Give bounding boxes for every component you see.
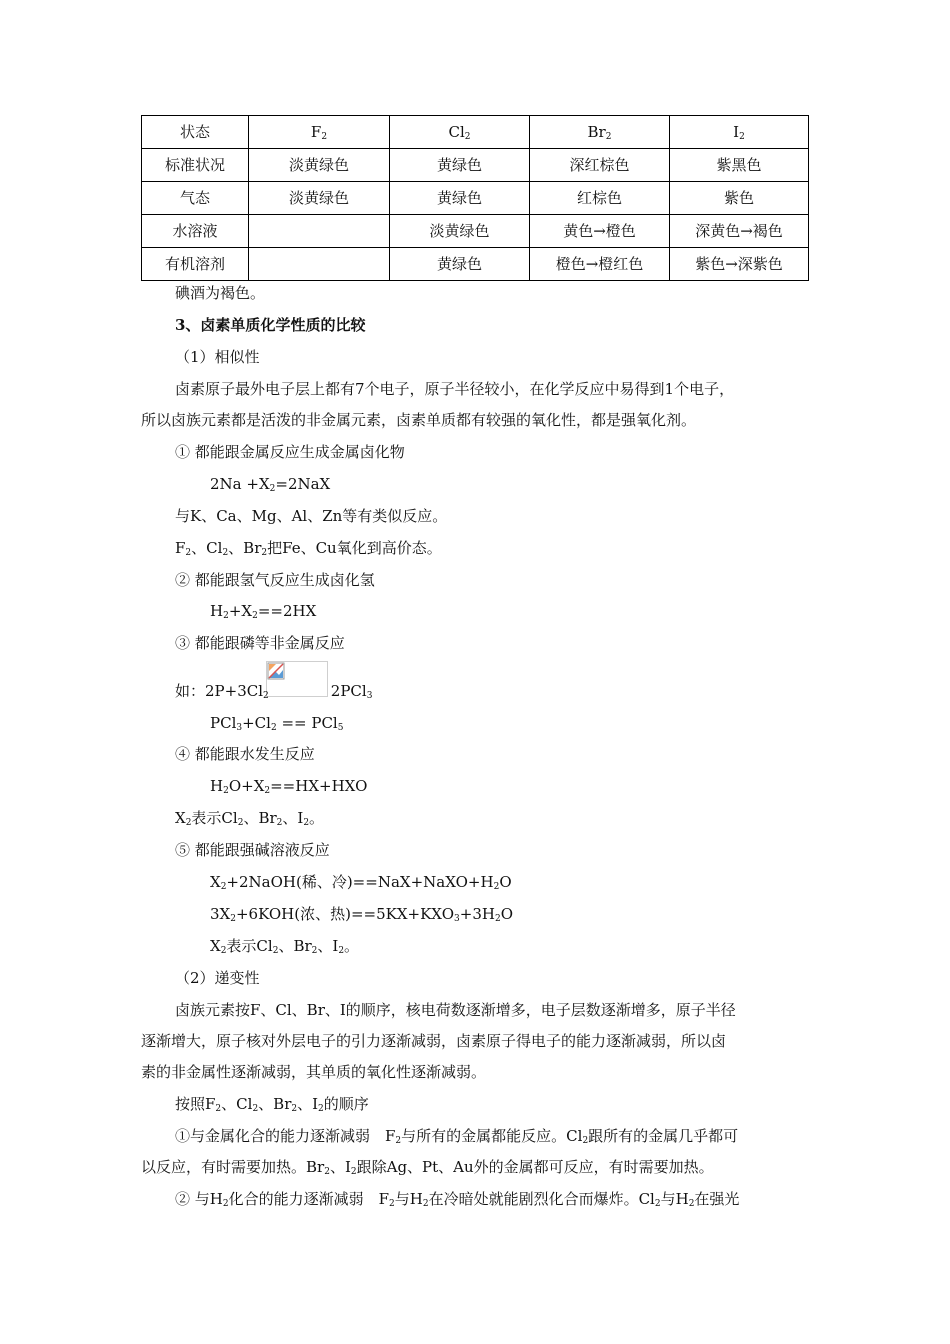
list-item: ② 都能跟氢气反应生成卤化氢 <box>175 571 375 589</box>
equation: $H_2+X_2==2HX$ <box>210 602 317 621</box>
paragraph-line: ①与金属化合的能力逐渐减弱 $F_2$与所有的金属都能反应。$Cl_2$跟所有的金属几乎都可 <box>175 1127 739 1146</box>
table-cell: 淡黄绿色 <box>390 215 530 248</box>
paragraph-line: 以反应，有时需要加热。$Br_2$、$I_2$跟除Ag、Pt、Au外的金属都可反应，有时需要加热。 <box>141 1158 714 1177</box>
table-row <box>142 248 809 281</box>
table-header-row <box>142 116 809 149</box>
list-item: ④ 都能跟水发生反应 <box>175 745 315 763</box>
table-cell: 橙色→橙红色 <box>530 248 670 281</box>
text-line: 按照$F_2$、$Cl_2$、$Br_2$、$I_2$的顺序 <box>175 1095 369 1114</box>
table-cell: 黄绿色 <box>390 248 530 281</box>
paragraph-line: ② 与$H_2$化合的能力逐渐减弱 $F_2$与$H_2$在冷暗处就能剧烈化合而爆炸。$Cl_2$与$H_2$在强光 <box>175 1190 740 1209</box>
table-cell: 标准状况 <box>142 149 249 182</box>
equation: $H_2O+X_2==HX+HXO$ <box>210 777 368 796</box>
text-line: 与K、Ca、Mg、Al、Zn等有类似反应。 <box>175 507 448 525</box>
table-cell: 气态 <box>142 182 249 215</box>
equation: $3X_2+6KOH$(浓、热)$==5KX+KXO_3+3H_2O$ <box>210 905 514 924</box>
equation: $X_2+2NaOH$(稀、冷)$==NaX+NaXO+H_2O$ <box>210 873 512 892</box>
table-cell: 淡黄绿色 <box>249 182 390 215</box>
table-cell: 黄绿色 <box>390 182 530 215</box>
equation: 如：$2P+3Cl_2$ 2PCl$_3$ <box>175 682 373 701</box>
table-row <box>142 149 809 182</box>
table-header-cell: $I_2$ <box>670 116 809 149</box>
table-cell: 水溶液 <box>142 215 249 248</box>
text-line: $X_2$表示$Cl_2$、$Br_2$、$I_2$。 <box>175 809 325 828</box>
fe-cu-text: 把Fe、Cu氧化到高价态。 <box>267 539 442 557</box>
subsection-similarity: （1）相似性 <box>175 348 260 366</box>
table-cell: 紫黑色 <box>670 149 809 182</box>
table-cell: 紫色→深紫色 <box>670 248 809 281</box>
paragraph-line: 所以卤族元素都是活泼的非金属元素，卤素单质都有较强的氧化性，都是强氧化剂。 <box>141 411 697 429</box>
table-cell: 淡黄绿色 <box>249 149 390 182</box>
text-line: $F_2$、$Cl_2$、$Br_2$把Fe、Cu氧化到高价态。 <box>175 539 442 558</box>
paragraph-line: 卤素原子最外电子层上都有7个电子，原子半径较小，在化学反应中易得到1个电子， <box>175 380 735 398</box>
equation: $PCl_3+Cl_2 == PCl_5$ <box>210 714 344 733</box>
table-header-cell: 状态 <box>142 116 249 149</box>
broken-image-icon <box>267 662 287 682</box>
text-line: $X_2$表示$Cl_2$、$Br_2$、$I_2$。 <box>210 937 360 956</box>
paragraph-line: 逐渐增大，原子核对外层电子的引力逐渐减弱，卤素原子得电子的能力逐渐减弱，所以卤 <box>141 1032 727 1050</box>
table-cell: 紫色 <box>670 182 809 215</box>
example-label: 如： <box>175 682 206 700</box>
table-header-cell: $Br_2$ <box>530 116 670 149</box>
table-cell <box>249 215 390 248</box>
list-item: ③ 都能跟磷等非金属反应 <box>175 634 345 652</box>
table-header-cell: $F_2$ <box>249 116 390 149</box>
halogen-color-table <box>141 115 809 281</box>
section-heading: 3、卤素单质化学性质的比较 <box>175 316 366 334</box>
equation: $2Na +X_2=2NaX$ <box>210 475 331 494</box>
iodine-tincture-note: 碘酒为褐色。 <box>175 284 266 302</box>
list-item: ① 都能跟金属反应生成金属卤化物 <box>175 443 405 461</box>
table-cell: 红棕色 <box>530 182 670 215</box>
table-cell: 深红棕色 <box>530 149 670 182</box>
table-row <box>142 182 809 215</box>
list-item: ⑤ 都能跟强碱溶液反应 <box>175 841 330 859</box>
table-cell: 黄绿色 <box>390 149 530 182</box>
paragraph-line: 素的非金属性逐渐减弱，其单质的氧化性逐渐减弱。 <box>141 1063 487 1081</box>
table-cell: 黄色→橙色 <box>530 215 670 248</box>
table-cell <box>249 248 390 281</box>
paragraph-line: 卤族元素按F、Cl、Br、I的顺序，核电荷数逐渐增多，电子层数逐渐增多，原子半径 <box>175 1001 736 1019</box>
table-header-cell: $Cl_2$ <box>390 116 530 149</box>
table-cell: 深黄色→褐色 <box>670 215 809 248</box>
table-cell: 有机溶剂 <box>142 248 249 281</box>
table-row <box>142 215 809 248</box>
subsection-gradation: （2）递变性 <box>175 969 260 987</box>
